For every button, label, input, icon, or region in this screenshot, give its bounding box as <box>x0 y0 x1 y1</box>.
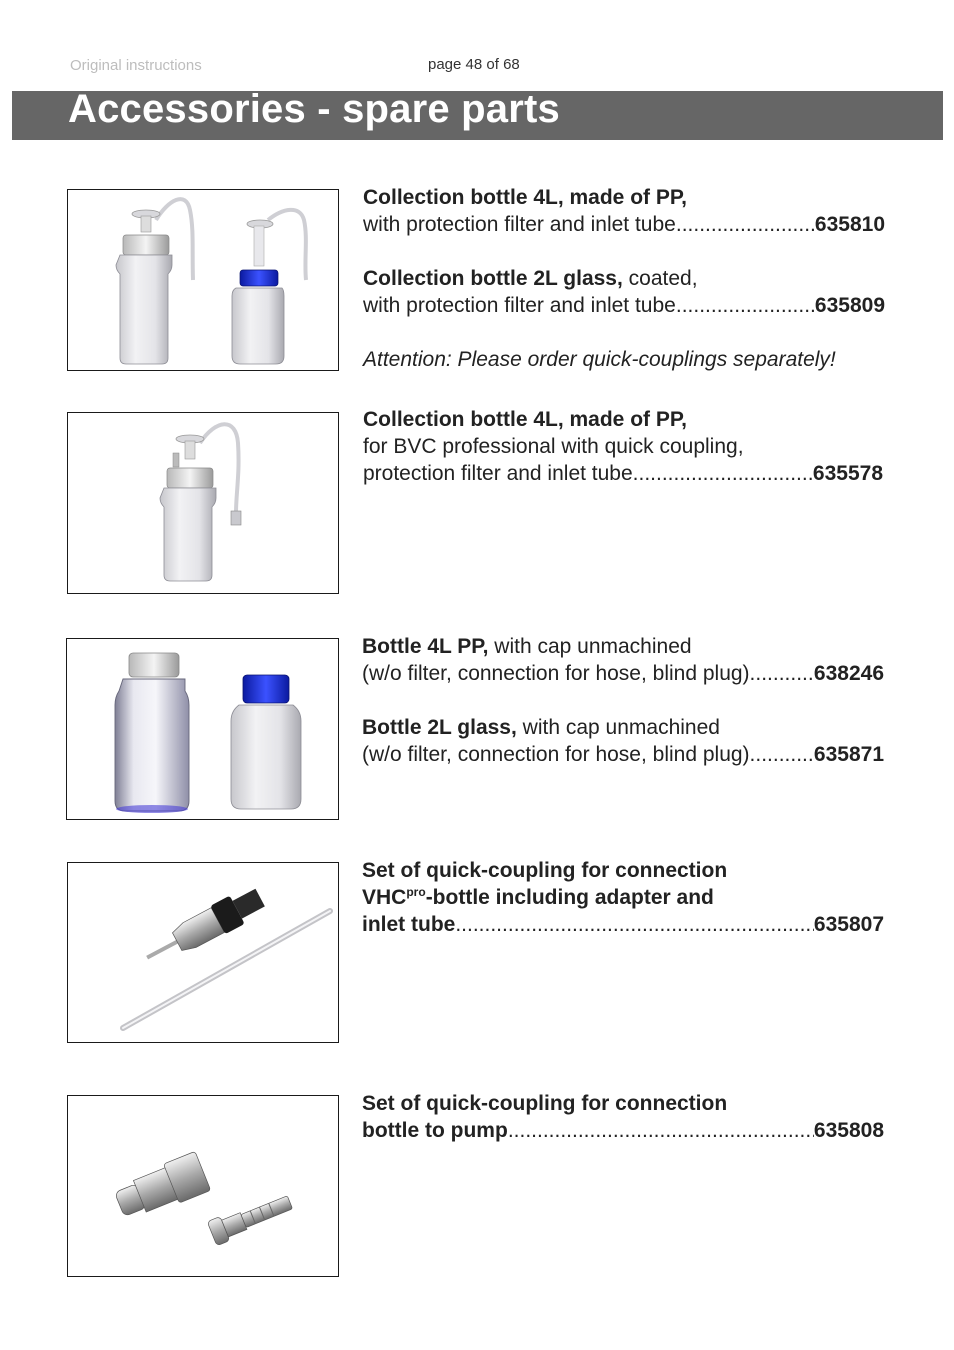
item-4-line-2-sup: pro <box>406 885 426 899</box>
item-1-text <box>363 184 885 373</box>
part-number: 635807 <box>813 913 884 936</box>
page-title: Accessories - spare parts <box>68 87 560 131</box>
item-4-line-2-b: -bottle including adapter and <box>425 886 714 909</box>
item-4-desc: inlet tube <box>362 913 456 936</box>
product-image-quick-coupling-pump <box>67 1095 339 1277</box>
part-number: 635578 <box>812 462 883 485</box>
item-3-row-2 <box>362 741 884 768</box>
part-number: 635810 <box>814 213 885 236</box>
part-number: 635871 <box>813 743 884 766</box>
item-4-line-2-a: VHC <box>362 886 407 909</box>
page-number: page 48 of 68 <box>428 56 520 73</box>
leader-dots <box>676 211 815 238</box>
item-1-name-2: Collection bottle 2L glass, <box>363 267 623 290</box>
item-1-name-2-rest: coated, <box>622 267 698 290</box>
item-1-row-1 <box>363 211 885 238</box>
item-3-desc-1: (w/o filter, connection for hose, blind plug) <box>362 662 750 685</box>
leader-dots <box>750 741 814 768</box>
leader-dots <box>455 911 814 938</box>
part-number: 635808 <box>813 1119 884 1142</box>
item-2-text <box>363 406 883 487</box>
product-image-collection-bottles <box>67 189 339 371</box>
item-1-desc-1: with protection filter and inlet tube <box>363 213 676 236</box>
item-5-row <box>362 1117 884 1144</box>
leader-dots <box>633 460 813 487</box>
item-3-row-1 <box>362 660 884 687</box>
item-3-text <box>362 633 884 768</box>
product-image-collection-bottle-quick-coupling <box>67 412 339 594</box>
leader-dots <box>750 660 814 687</box>
leader-dots <box>508 1117 814 1144</box>
item-3-name-1-rest: with cap unmachined <box>488 635 692 658</box>
leader-dots <box>676 292 815 319</box>
product-image-quick-coupling-vhc <box>67 862 339 1043</box>
item-4-text <box>362 857 884 938</box>
item-1-row-2 <box>363 292 885 319</box>
item-3-desc-2: (w/o filter, connection for hose, blind plug) <box>362 743 750 766</box>
title-bar <box>12 87 943 140</box>
item-1-name-1: Collection bottle 4L, made of PP, <box>363 186 687 209</box>
item-5-desc: bottle to pump <box>362 1119 508 1142</box>
product-image-bottles-unmachined <box>66 638 339 820</box>
item-3-name-2: Bottle 2L glass, <box>362 716 517 739</box>
item-1-desc-2: with protection filter and inlet tube <box>363 294 676 317</box>
item-2-name: Collection bottle 4L, made of PP, <box>363 408 687 431</box>
item-2-line-2: for BVC professional with quick coupling, <box>363 435 744 458</box>
item-4-row <box>362 911 884 938</box>
item-4-line-1: Set of quick-coupling for connection <box>362 859 728 882</box>
header-left-label: Original instructions <box>70 57 202 74</box>
attention-note: Attention: Please order quick-couplings separately! <box>363 348 836 371</box>
item-3-name-1: Bottle 4L PP, <box>362 635 489 658</box>
part-number: 638246 <box>813 662 884 685</box>
part-number: 635809 <box>814 294 885 317</box>
item-2-row <box>363 460 883 487</box>
item-2-desc: protection filter and inlet tube <box>363 462 633 485</box>
item-3-name-2-rest: with cap unmachined <box>516 716 720 739</box>
item-5-text <box>362 1090 884 1144</box>
item-5-line-1: Set of quick-coupling for connection <box>362 1092 728 1115</box>
